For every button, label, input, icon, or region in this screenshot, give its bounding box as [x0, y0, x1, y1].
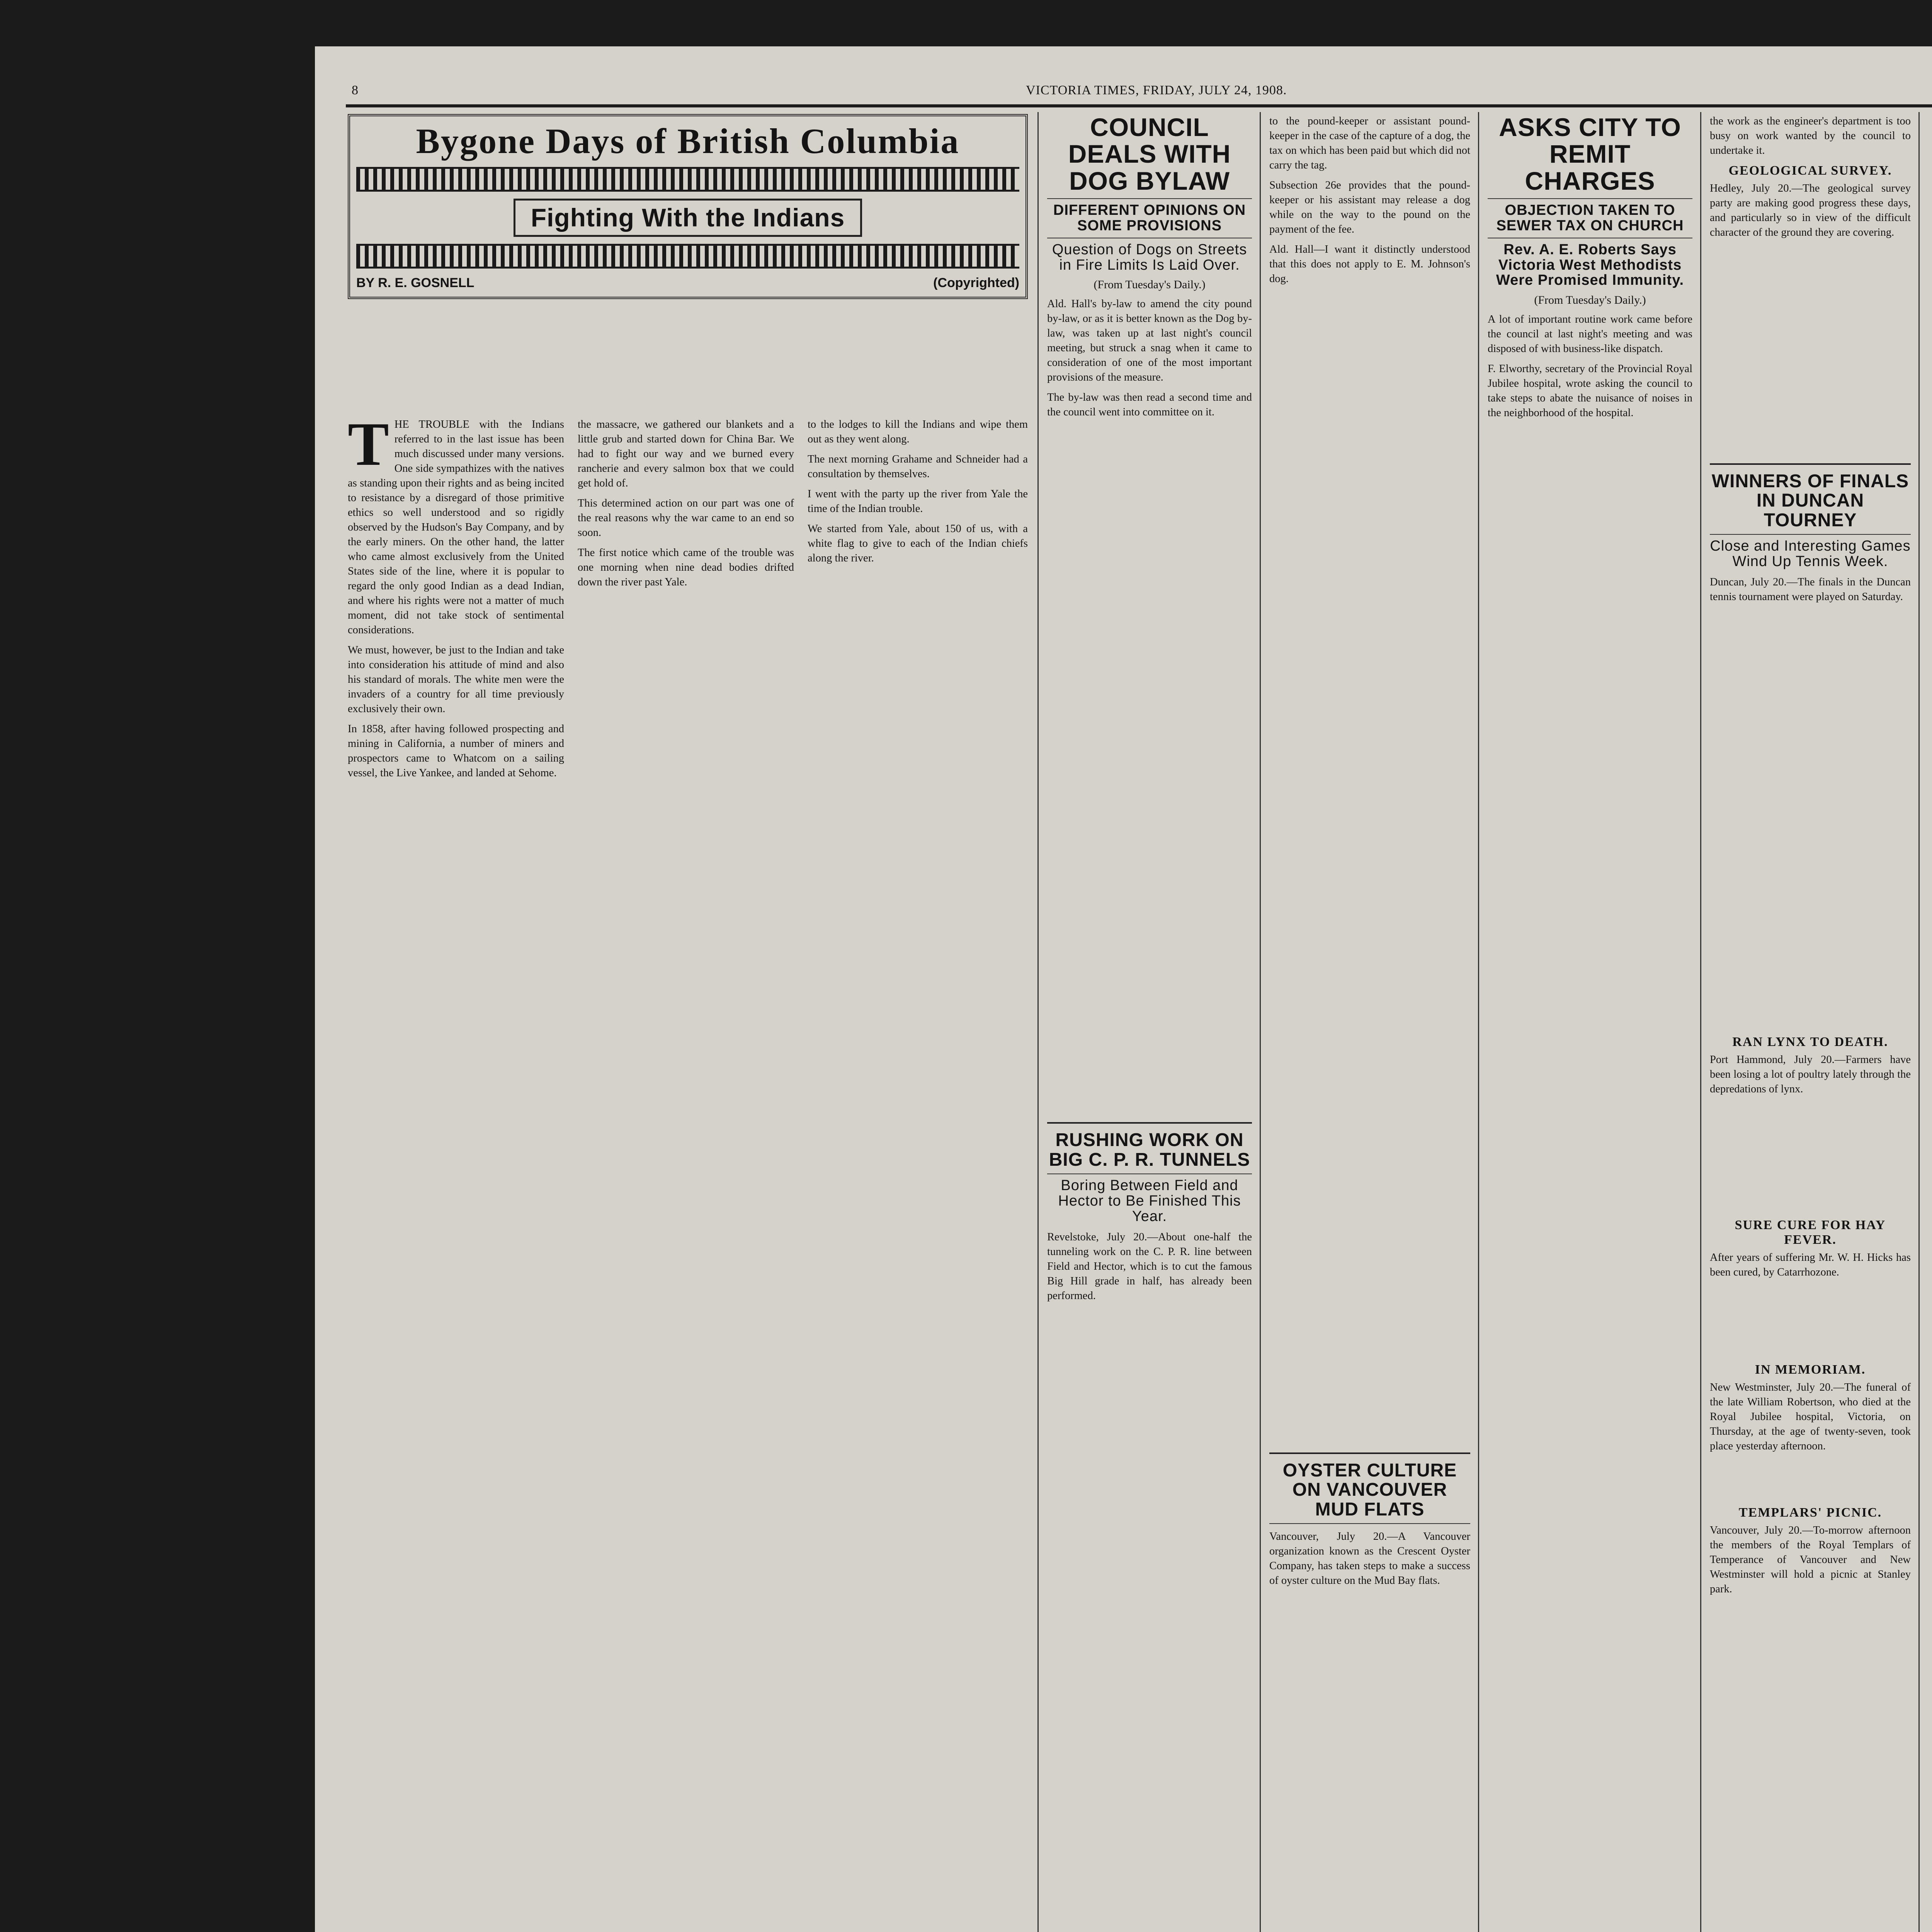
feature-column-2: [578, 417, 794, 1932]
article-paragraph: Hedley, July 20.—The geological survey party are making good progress these days, and particularly so in view of the difficult character of the ground they are covering.: [1710, 182, 1911, 238]
article-headline: RUSHING WORK ON BIG C. P. R. TUNNELS: [1049, 1130, 1250, 1170]
article-paragraph: New Westminster, July 20.—The funeral of the late William Robertson, who died at the Royal Jubilee hospital, Victoria, on Thursday, at the age of twenty-seven, took place yesterday afternoon.: [1710, 1381, 1911, 1452]
feature-paragraph: We must, however, be just to the Indian and take into consideration his attitude of mind and also his standard of morals. The white men were the invaders of a country for all time previously exclusively their own.: [348, 644, 564, 715]
column-rule: [1918, 112, 1920, 1932]
drop-cap: T: [348, 417, 389, 478]
article-paragraph: The by-law was then read a second time and the council went into committee on it.: [1047, 391, 1252, 418]
article-deck: OBJECTION TAKEN TO SEWER TAX ON CHURCH: [1496, 202, 1684, 234]
article-subdeck: Question of Dogs on Streets in Fire Limits Is Laid Over.: [1052, 241, 1247, 273]
article-paragraph: Vancouver, July 20.—To-morrow afternoon the members of the Royal Templars of Temperance of Vancouver and New Westminster will hold a picnic at Stanley park.: [1710, 1524, 1911, 1595]
feature-paragraph: I went with the party up the river from Yale the time of the Indian trouble.: [808, 488, 1028, 515]
article-headline: COUNCIL DEALS WITH DOG BYLAW: [1068, 114, 1231, 195]
feature-paragraph: to the lodges to kill the Indians and wipe them out as they went along.: [808, 418, 1028, 445]
news-briefs-column: [1710, 114, 1911, 1932]
article-subdeck: Rev. A. E. Roberts Says Victoria West Methodists Were Promised Immunity.: [1496, 241, 1684, 289]
feature-paragraph: THE TROUBLE with the Indians referred to in the last issue has been much discussed under many versions. One side sympathizes with the natives as standing upon their rights and as being incited to resistance by a disregard of those primitive ethics so well understood and so rigidly observed by the Hudson's Bay Company, and by the early miners. On the other hand, the latter who came almost exclusively from the United States side of the line, where it is popular to regard the only good Indian as a dead Indian, and where his rights were not a matter of much moment, did not take stock of sentimental considerations.: [348, 417, 564, 636]
section-head: TEMPLARS' PICNIC.: [1738, 1505, 1882, 1520]
page-number: 8: [352, 83, 359, 97]
article-paragraph: A lot of important routine work came before the council at last night's meeting and was disposed of with business-like dispatch.: [1488, 313, 1692, 355]
article-deck: DIFFERENT OPINIONS ON SOME PROVISIONS: [1053, 202, 1246, 234]
article-paragraph: Ald. Hall's by-law to amend the city pound by-law, or as it is better known as the Dog by-law, was taken up at last night's council meeting, but struck a snag when it came to consideration of one of the most important provisions of the measure.: [1047, 298, 1252, 384]
article-paragraph: After years of suffering Mr. W. H. Hicks has been cured, by Catarrhozone.: [1710, 1251, 1911, 1278]
article-headline: WINNERS OF FINALS IN DUNCAN TOURNEY: [1711, 471, 1909, 531]
feature-column-1: [348, 417, 564, 1932]
column-rule: [1700, 112, 1701, 1932]
column-rule: [1037, 112, 1039, 1932]
section-head: IN MEMORIAM.: [1755, 1362, 1866, 1377]
page-folio: VICTORIA TIMES, FRIDAY, JULY 24, 1908.: [1026, 83, 1287, 97]
feature-paragraph: The next morning Grahame and Schneider had a consultation by themselves.: [808, 453, 1028, 480]
feature-title-box: [348, 114, 1028, 299]
feature-title: Bygone Days of British Columbia: [416, 121, 960, 161]
article-paragraph: Duncan, July 20.—The finals in the Duncan tennis tournament were played on Saturday.: [1710, 576, 1911, 603]
article-headline: OYSTER CULTURE ON VANCOUVER MUD FLATS: [1282, 1460, 1457, 1520]
feature-paragraph: This determined action on our part was one of the real reasons why the war came to an end so soon.: [578, 497, 794, 539]
feature-column-3: [808, 417, 1028, 1932]
article-paragraph: Port Hammond, July 20.—Farmers have been losing a lot of poultry lately through the depredations of lynx.: [1710, 1053, 1911, 1095]
feature-header: [348, 114, 1028, 415]
remit-charges-article: [1488, 114, 1692, 1932]
dog-bylaw-article: [1047, 114, 1252, 1932]
article-paragraph: F. Elworthy, secretary of the Provincial Royal Jubilee hospital, wrote asking the council to take steps to abate the nuisance of noises in the neighborhood of the hospital.: [1488, 363, 1692, 419]
section-head: RAN LYNX TO DEATH.: [1732, 1034, 1888, 1049]
ornament-bar: [356, 167, 1019, 192]
article-paragraph: Revelstoke, July 20.—About one-half the tunneling work on the C. P. R. line between Field and Hector, which is to cut the famous Big Hill grade in half, has already been performed.: [1047, 1231, 1252, 1302]
newspaper-page: [315, 46, 1932, 1932]
feature-paragraph: In 1858, after having followed prospecting and mining in California, a number of miners and prospectors came to Whatcom on a sailing vessel, the Live Yankee, and landed at Sehome.: [348, 723, 564, 779]
article-paragraph: to the pound-keeper or assistant pound-keeper in the case of the capture of a dog, the tax on which has been paid but which did not carry the tag.: [1269, 115, 1470, 171]
copyright-note: (Copyrighted): [933, 275, 1019, 290]
feature-paragraph: the massacre, we gathered our blankets and a little grub and started down for China Bar. We had to fight our way and we burned every rancherie and every salmon box that we could get hold of.: [578, 418, 794, 489]
dog-bylaw-continued: [1269, 114, 1470, 1932]
feature-paragraph: We started from Yale, about 150 of us, with a white flag to give to each of the Indian chiefs along the river.: [808, 523, 1028, 564]
feature-paragraph: The first notice which came of the trouble was one morning when nine dead bodies drifted down the river past Yale.: [578, 547, 794, 588]
section-head: SURE CURE FOR HAY FEVER.: [1735, 1218, 1886, 1247]
article-paragraph: Vancouver, July 20.—A Vancouver organization known as the Crescent Oyster Company, has taken steps to make a success of oyster culture on the Mud Bay flats.: [1269, 1531, 1470, 1587]
column-rule: [1478, 112, 1479, 1932]
column-rule: [1260, 112, 1261, 1932]
ornament-bar: [356, 244, 1019, 269]
feature-subtitle: Fighting With the Indians: [514, 199, 862, 237]
section-head: GEOLOGICAL SURVEY.: [1728, 163, 1892, 178]
article-headline: ASKS CITY TO REMIT CHARGES: [1499, 114, 1681, 195]
dateline: (From Tuesday's Daily.): [1534, 294, 1646, 307]
article-paragraph: the work as the engineer's department is too busy on work wanted by the council to undertake it.: [1710, 115, 1911, 156]
article-paragraph: Subsection 26e provides that the pound-keeper or his assistant may release a dog while on the way to the pound on the payment of the fee.: [1269, 179, 1470, 235]
article-deck: Boring Between Field and Hector to Be Finished This Year.: [1058, 1177, 1241, 1225]
masthead-rule: [346, 104, 1932, 107]
article-paragraph: Ald. Hall—I want it distinctly understood that this does not apply to E. M. Johnson's dog.: [1269, 243, 1470, 285]
byline: BY R. E. GOSNELL: [356, 275, 474, 290]
article-deck: Close and Interesting Games Wind Up Tennis Week.: [1710, 538, 1911, 570]
dateline: (From Tuesday's Daily.): [1094, 278, 1206, 291]
